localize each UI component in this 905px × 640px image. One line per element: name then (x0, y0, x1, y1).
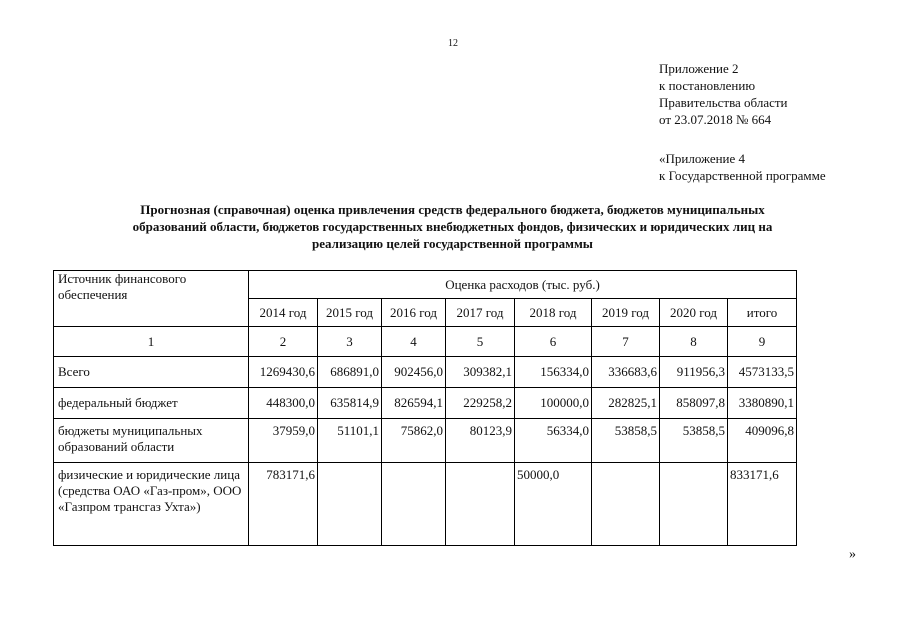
value-cell: 100000,0 (515, 388, 592, 419)
value-cell (660, 463, 728, 546)
year-header: 2017 год (446, 299, 515, 327)
value-cell: 309382,1 (446, 357, 515, 388)
row-label: бюджеты муниципальных образований области (54, 419, 249, 463)
value-cell (592, 463, 660, 546)
value-cell (318, 463, 382, 546)
column-number: 8 (660, 327, 728, 357)
closing-quote: » (849, 547, 856, 562)
value-cell (446, 463, 515, 546)
value-cell: 686891,0 (318, 357, 382, 388)
value-cell: 833171,6 (728, 463, 797, 546)
column-number: 5 (446, 327, 515, 357)
value-cell: 635814,9 (318, 388, 382, 419)
table-row (54, 388, 797, 419)
value-cell: 75862,0 (382, 419, 446, 463)
value-cell: 37959,0 (249, 419, 318, 463)
table-row (54, 357, 797, 388)
column-number: 7 (592, 327, 660, 357)
funding-table (53, 270, 797, 546)
value-cell: 50000,0 (515, 463, 592, 546)
document-title (70, 201, 835, 252)
value-cell: 3380890,1 (728, 388, 797, 419)
value-cell: 80123,9 (446, 419, 515, 463)
title-line: Прогнозная (справочная) оценка привлечения средств федерального бюджета, бюджетов муниципальных (140, 202, 765, 217)
appendix-line: Правительства области (659, 95, 788, 110)
column-number: 9 (728, 327, 797, 357)
value-cell: 282825,1 (592, 388, 660, 419)
value-cell: 1269430,6 (249, 357, 318, 388)
value-cell: 53858,5 (660, 419, 728, 463)
column-number: 1 (54, 327, 249, 357)
appendix-line: от 23.07.2018 № 664 (659, 112, 772, 127)
appendix-line: к Государственной программе (659, 168, 826, 183)
table-row (54, 463, 797, 546)
page-number: 12 (448, 38, 458, 49)
year-header: 2020 год (660, 299, 728, 327)
appendix-line: «Приложение 4 (659, 151, 746, 166)
value-cell: 336683,6 (592, 357, 660, 388)
value-cell: 409096,8 (728, 419, 797, 463)
column-number: 3 (318, 327, 382, 357)
value-cell: 902456,0 (382, 357, 446, 388)
row-label: физические и юридические лица (средства ОАО «Газ-пром», ООО «Газпром трансгаз Ухта») (54, 463, 249, 546)
appendix-reference (659, 60, 788, 128)
year-header: 2015 год (318, 299, 382, 327)
value-cell: 229258,2 (446, 388, 515, 419)
year-header: 2016 год (382, 299, 446, 327)
appendix-line: Приложение 2 (659, 61, 739, 76)
row-label: федеральный бюджет (54, 388, 249, 419)
year-header: 2019 год (592, 299, 660, 327)
value-cell: 911956,3 (660, 357, 728, 388)
value-cell: 826594,1 (382, 388, 446, 419)
value-cell: 448300,0 (249, 388, 318, 419)
source-header: Источник финансового обеспечения (54, 271, 249, 327)
row-label: Всего (54, 357, 249, 388)
year-header: 2014 год (249, 299, 318, 327)
estimate-header: Оценка расходов (тыс. руб.) (249, 271, 797, 299)
total-header: итого (728, 299, 797, 327)
title-line: образований области, бюджетов государственных внебюджетных фондов, физических и юридических лиц на (132, 219, 773, 234)
appendix-line: к постановлению (659, 78, 756, 93)
value-cell: 56334,0 (515, 419, 592, 463)
value-cell: 4573133,5 (728, 357, 797, 388)
column-number: 4 (382, 327, 446, 357)
value-cell: 51101,1 (318, 419, 382, 463)
title-line: реализацию целей государственной программы (312, 236, 593, 251)
table-row (54, 419, 797, 463)
year-header: 2018 год (515, 299, 592, 327)
value-cell: 783171,6 (249, 463, 318, 546)
appendix-4-reference (659, 150, 826, 184)
value-cell: 858097,8 (660, 388, 728, 419)
column-number: 2 (249, 327, 318, 357)
column-number: 6 (515, 327, 592, 357)
value-cell: 53858,5 (592, 419, 660, 463)
value-cell: 156334,0 (515, 357, 592, 388)
value-cell (382, 463, 446, 546)
